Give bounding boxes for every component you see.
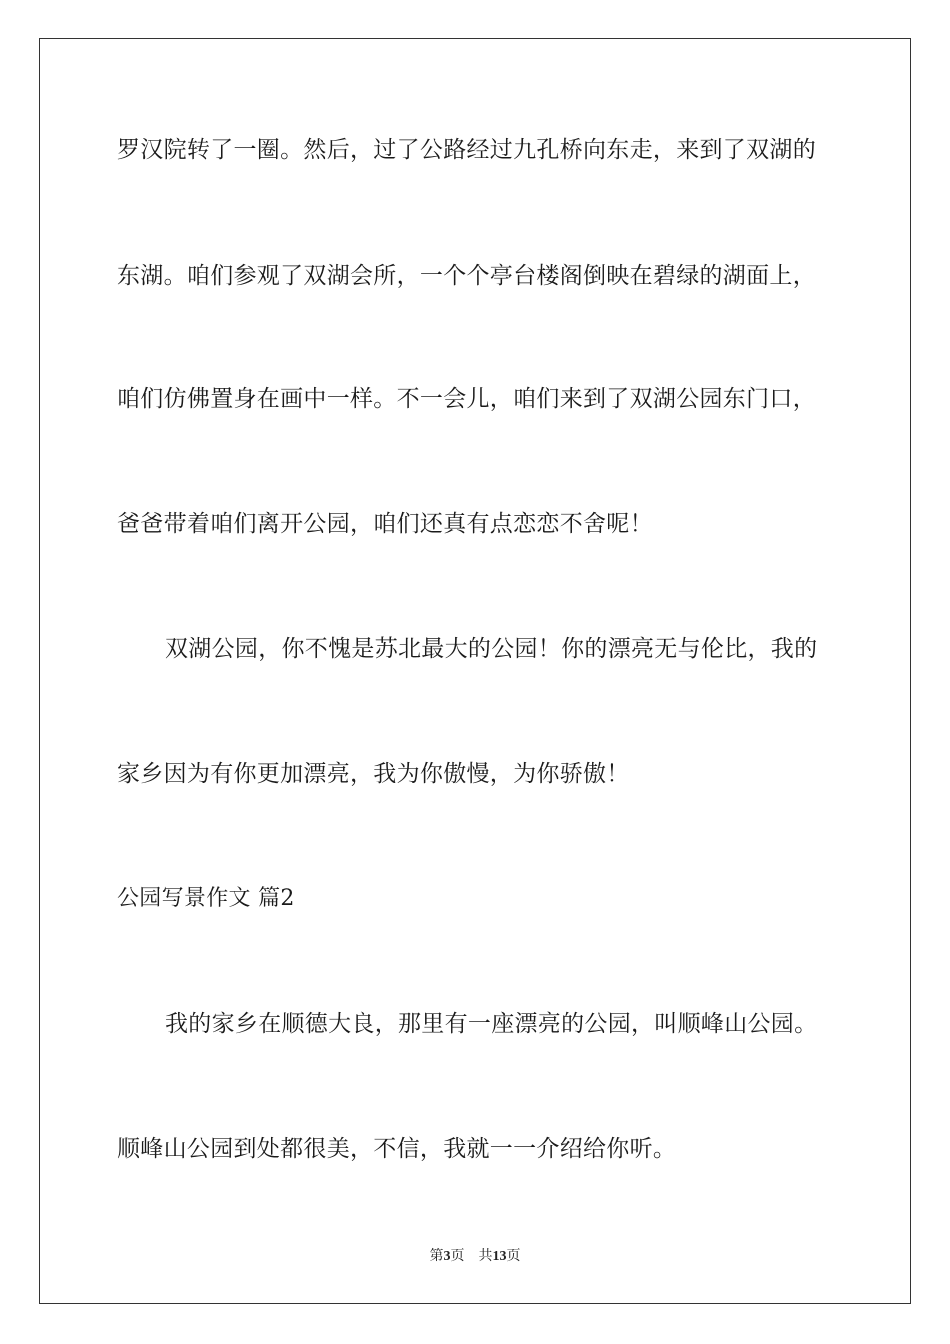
footer-page-total: 13 [492,1249,507,1264]
text-line: 顺峰山公园到处都很美，不信，我就一一介绍给你听。 [117,1136,677,1162]
text-line: 我的家乡在顺德大良，那里有一座漂亮的公园，叫顺峰山公园。 [165,1011,818,1037]
footer-total-suffix: 页 [506,1249,521,1264]
text-line: 东湖。咱们参观了双湖会所，一个个亭台楼阁倒映在碧绿的湖面上， [117,263,816,289]
text-line: 罗汉院转了一圈。然后，过了公路经过九孔桥向东走，来到了双湖的 [117,137,816,163]
footer-page-current: 3 [443,1249,451,1264]
section-heading: 公园写景作文 篇2 [117,886,295,911]
text-line: 爸爸带着咱们离开公园，咱们还真有点恋恋不舍呢！ [117,511,653,537]
page-footer [0,1248,950,1266]
text-line: 双湖公园，你不愧是苏北最大的公园！你的漂亮无与伦比，我的 [165,636,818,662]
footer-page-prefix: 第 [429,1249,444,1264]
footer-page-suffix: 页 [450,1249,465,1264]
text-line: 家乡因为有你更加漂亮，我为你傲慢，为你骄傲！ [117,761,630,787]
footer-total-prefix: 共 [478,1249,493,1264]
text-line: 咱们仿佛置身在画中一样。不一会儿，咱们来到了双湖公园东门口， [117,386,816,412]
page-frame [39,38,911,1304]
